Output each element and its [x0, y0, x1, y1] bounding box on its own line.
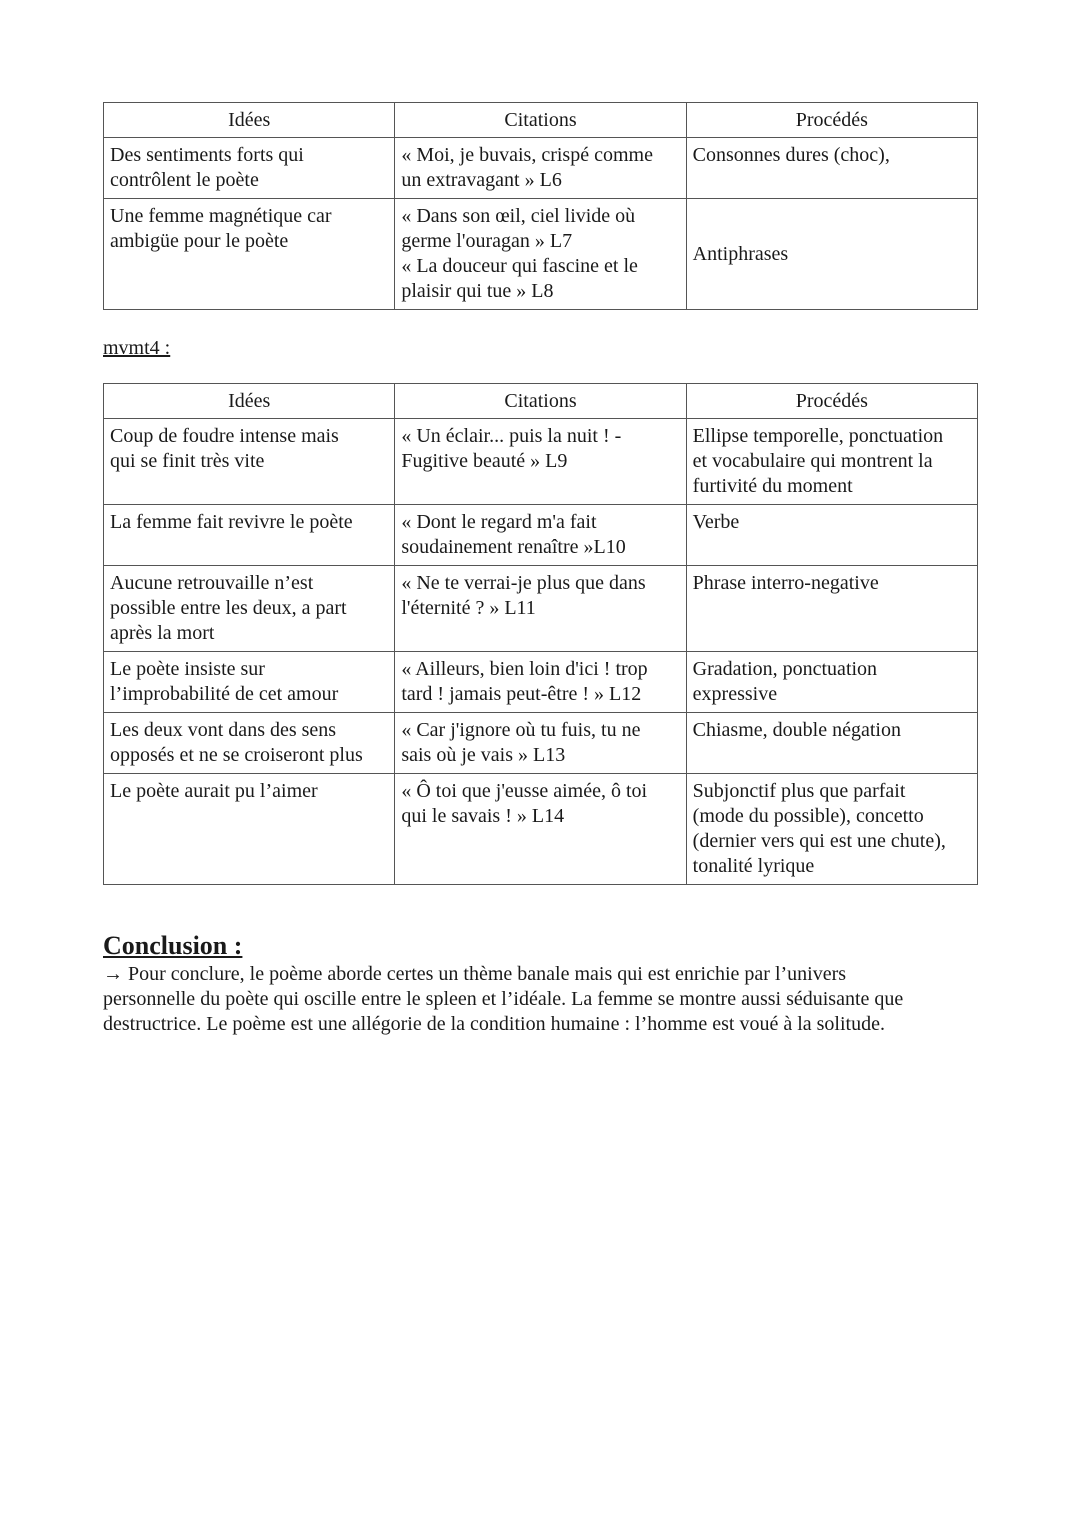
analysis-table-2 — [103, 383, 978, 885]
table-row — [104, 199, 978, 310]
table-row — [104, 774, 978, 885]
cell-line: furtivité du moment — [692, 475, 853, 497]
cell-line: sais où je vais » L13 — [401, 744, 566, 766]
cell-line: Des sentiments forts qui — [110, 144, 304, 166]
header-procedes: Procédés — [686, 103, 977, 138]
cell-line: germe l'ouragan » L7 — [401, 230, 573, 252]
table-row — [104, 713, 978, 774]
table-header-row — [104, 103, 978, 138]
cell-line: ambigüe pour le poète — [110, 230, 289, 252]
cell-line: Verbe — [692, 511, 740, 533]
cell-line: tonalité lyrique — [692, 855, 815, 877]
cell-citation — [395, 138, 686, 199]
table-header-row — [104, 384, 978, 419]
cell-line: Gradation, ponctuation — [692, 658, 878, 680]
cell-citation — [395, 199, 686, 310]
cell-line: contrôlent le poète — [110, 169, 259, 191]
cell-procede — [686, 505, 977, 566]
cell-idee — [104, 419, 395, 505]
cell-line: « Moi, je buvais, crispé comme — [401, 144, 653, 166]
cell-line: Une femme magnétique car — [110, 205, 332, 227]
cell-line: Subjonctif plus que parfait — [692, 780, 906, 802]
cell-procede — [686, 774, 977, 885]
cell-citation — [395, 652, 686, 713]
cell-procede — [686, 566, 977, 652]
cell-procede — [686, 652, 977, 713]
header-idees: Idées — [104, 384, 395, 419]
cell-line: qui le savais ! » L14 — [401, 805, 565, 827]
header-idees: Idées — [104, 103, 395, 138]
cell-line: (mode du possible), concetto — [692, 805, 924, 827]
cell-procede — [686, 138, 977, 199]
table-row — [104, 505, 978, 566]
cell-line: plaisir qui tue » L8 — [401, 280, 554, 302]
cell-line: « Ô toi que j'eusse aimée, ô toi — [401, 780, 648, 802]
paragraph-line: → Pour conclure, le poème aborde certes un thème banale mais qui est enrichie par l’univers — [103, 963, 847, 985]
cell-line: « Ailleurs, bien loin d'ici ! trop — [401, 658, 648, 680]
cell-line: Les deux vont dans des sens — [110, 719, 337, 741]
cell-citation — [395, 505, 686, 566]
header-procedes: Procédés — [686, 384, 977, 419]
cell-line: Le poète aurait pu l’aimer — [110, 780, 318, 802]
cell-line: après la mort — [110, 622, 215, 644]
cell-line: soudainement renaître »L10 — [401, 536, 626, 558]
cell-line: « Un éclair... puis la nuit ! - — [401, 425, 622, 447]
cell-line: Aucune retrouvaille n’est — [110, 572, 314, 594]
table-row — [104, 138, 978, 199]
cell-procede — [686, 713, 977, 774]
cell-line: Coup de foudre intense mais — [110, 425, 339, 447]
table-row — [104, 419, 978, 505]
cell-line: « La douceur qui fascine et le — [401, 255, 638, 277]
cell-idee — [104, 566, 395, 652]
cell-line: Antiphrases — [692, 242, 789, 265]
analysis-table-1 — [103, 102, 978, 310]
cell-line: Ellipse temporelle, ponctuation — [692, 425, 944, 447]
cell-citation — [395, 419, 686, 505]
paragraph-line: personnelle du poète qui oscille entre le spleen et l’idéale. La femme se montre aussi séduisante que — [103, 988, 904, 1010]
cell-idee — [104, 652, 395, 713]
cell-line: Consonnes dures (choc), — [692, 144, 890, 166]
cell-line: « Dans son œil, ciel livide où — [401, 205, 636, 227]
cell-line: « Ne te verrai-je plus que dans — [401, 572, 646, 594]
cell-line: et vocabulaire qui montrent la — [692, 450, 933, 472]
cell-idee — [104, 199, 395, 310]
conclusion-heading: Conclusion : — [103, 931, 243, 960]
cell-line: l’improbabilité de cet amour — [110, 683, 339, 705]
cell-line: opposés et ne se croiseront plus — [110, 744, 363, 766]
cell-line: un extravagant » L6 — [401, 169, 562, 191]
cell-line: tard ! jamais peut-être ! » L12 — [401, 683, 642, 705]
paragraph-line: destructrice. Le poème est une allégorie de la condition humaine : l’homme est voué à la solitude. — [103, 1013, 885, 1035]
cell-line: Fugitive beauté » L9 — [401, 450, 568, 472]
cell-idee — [104, 713, 395, 774]
cell-citation — [395, 566, 686, 652]
cell-line: « Car j'ignore où tu fuis, tu ne — [401, 719, 641, 741]
cell-line: Chiasme, double négation — [692, 719, 901, 741]
cell-idee — [104, 138, 395, 199]
header-citations: Citations — [395, 103, 686, 138]
header-citations: Citations — [395, 384, 686, 419]
conclusion-paragraph — [103, 962, 983, 1037]
table-row — [104, 652, 978, 713]
cell-idee — [104, 505, 395, 566]
cell-line: possible entre les deux, a part — [110, 597, 347, 619]
cell-line: La femme fait revivre le poète — [110, 511, 353, 533]
cell-line: qui se finit très vite — [110, 450, 265, 472]
cell-line: (dernier vers qui est une chute), — [692, 830, 946, 852]
table-row — [104, 566, 978, 652]
cell-procede — [686, 419, 977, 505]
cell-line: l'éternité ? » L11 — [401, 597, 536, 619]
cell-line: Le poète insiste sur — [110, 658, 265, 680]
cell-line: expressive — [692, 683, 778, 705]
cell-line: « Dont le regard m'a fait — [401, 511, 597, 533]
cell-line: Phrase interro-negative — [692, 572, 879, 594]
cell-citation — [395, 774, 686, 885]
cell-idee — [104, 774, 395, 885]
cell-citation — [395, 713, 686, 774]
cell-procede — [686, 199, 977, 310]
section-label: mvmt4 : — [103, 337, 171, 359]
